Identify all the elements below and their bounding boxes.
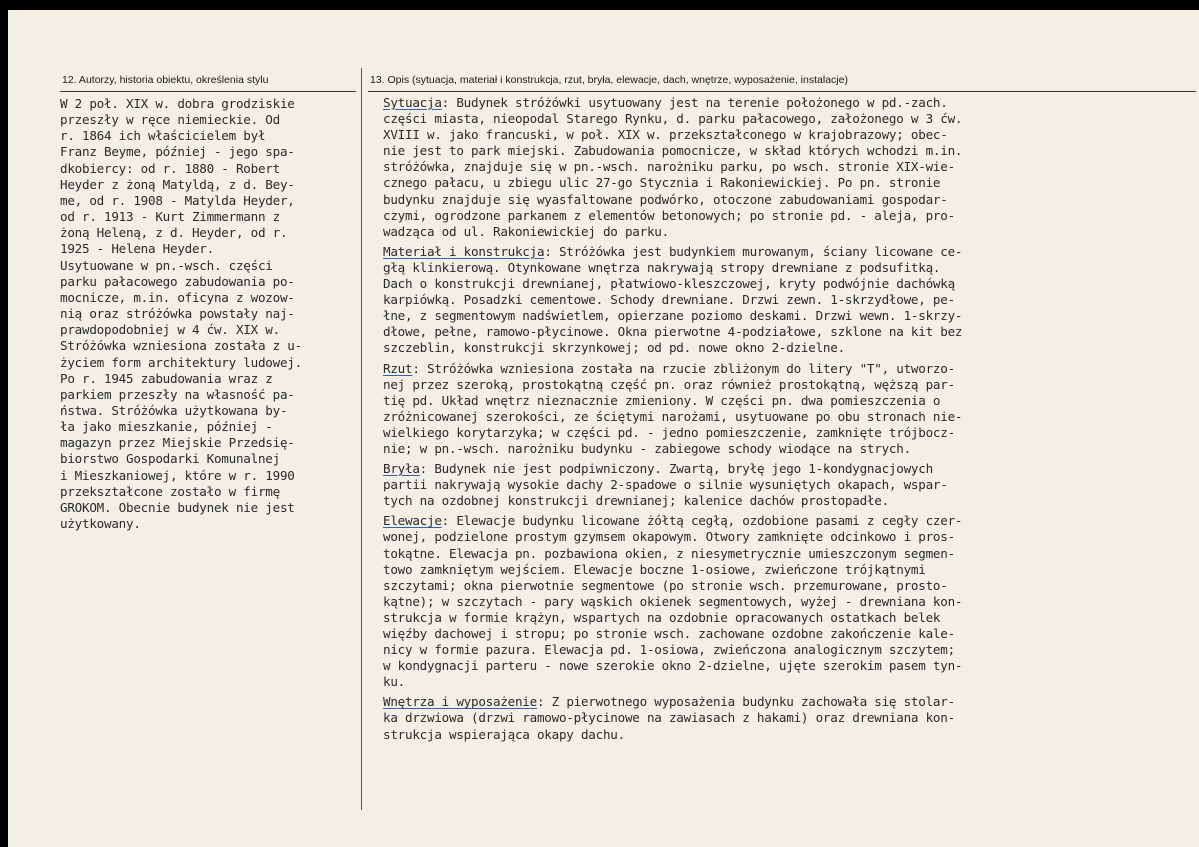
history-line: przeszły w ręce niemieckie. Od	[60, 112, 280, 128]
section-heading: Materiał i konstrukcja	[383, 243, 545, 259]
history-line: W 2 poł. XIX w. dobra grodziskie	[60, 96, 295, 111]
description-section	[383, 513, 962, 690]
history-line: biorstwo Gospodarki Komunalnej	[60, 451, 280, 467]
section-text: : Budynek stróżówki usytuowany jest na terenie położonego w pd.-zach.	[441, 95, 948, 110]
history-text	[60, 96, 302, 532]
history-line: mocnicze, m.in. oficyna z wozow-	[60, 289, 295, 305]
description-line: nie; w pn.-wsch. narożniku budynku - zabiegowe schody wiodące na strych.	[383, 440, 911, 456]
section-heading: Wnętrza i wyposażenie	[383, 694, 537, 710]
description-line: ku.	[383, 674, 405, 690]
description-line: tych na ozdobnej konstrukcji drewnianej; kalenice dachów prostopadłe.	[383, 493, 889, 509]
column-divider	[361, 68, 362, 810]
description-line: ka drzwiowa (drzwi ramowo-płycinowe na zawiasach z hakami) oraz drewniana kon-	[383, 710, 955, 726]
history-line: parku pałacowego zabudowania po-	[60, 273, 295, 289]
description-line: XVIII w. jako francuski, w poł. XIX w. przekształconego w krajobrazowy; obec-	[383, 127, 948, 143]
history-line: Franz Beyme, później - jego spa-	[60, 144, 295, 160]
section-heading: Rzut	[383, 360, 413, 376]
description-line: kątne); w szczytach - pary wąskich okienek segmentowych, wyżej - drewniana kon-	[383, 593, 963, 609]
history-line: Usytuowane w pn.-wsch. części	[60, 257, 273, 273]
history-line: Heyder z żoną Matyldą, z d. Bey-	[60, 176, 295, 192]
description-line: wielkiego korytarzyka; w części pd. - jedno pomieszczenie, zamknięte trójbocz-	[383, 424, 955, 440]
history-line: me, od r. 1908 - Matylda Heyder,	[60, 192, 295, 208]
description-line: wonej, podzielone prostym gzymsem okapowym. Otwory zamknięte odcinkowo i pros-	[383, 529, 955, 545]
history-line: i Mieszkaniowej, które w r. 1990	[60, 467, 295, 483]
history-line: nią oraz stróżówka powstały naj-	[60, 306, 295, 322]
description-line: zróżnicowanej szerokości, ze ściętymi narożami, usytuowane po obu stronach nie-	[383, 408, 963, 424]
inventory-card	[8, 10, 1199, 847]
history-line: Po r. 1945 zabudowania wraz z	[60, 370, 273, 386]
history-line: magazyn przez Miejskie Przedsię-	[60, 435, 295, 451]
section-text: : Stróżówka jest budynkiem murowanym, ściany licowane ce-	[544, 243, 963, 259]
description-line: stróżówka, znajduje się w pn.-wsch. narożniku parku, po wsch. stronie XIX-wie-	[383, 159, 955, 175]
history-line: dkobiercy: od r. 1880 - Robert	[60, 160, 280, 176]
description-line: cznego pałacu, u zbiegu ulic 27-go Stycznia i Rakoniewickiej. Po pn. stronie	[383, 175, 941, 191]
description-section	[383, 244, 962, 357]
history-line: parkiem przeszły na własność pa-	[60, 386, 295, 402]
history-line: ństwa. Stróżówka użytkowana by-	[60, 402, 288, 418]
section-text: : Z pierwotnego wyposażenia budynku zachowała się stolar-	[536, 694, 955, 710]
history-line: użytkowany.	[60, 516, 141, 532]
description-text	[383, 95, 962, 743]
description-line	[383, 513, 962, 529]
description-line: tię pd. Układ wnętrz nieznacznie zmieniony. W części pn. dwa pomieszczenia o	[383, 392, 941, 408]
right-column-header: 13. Opis (sytuacja, materiał i konstrukcja, rzut, bryła, elewacje, dach, wnętrze, wyposażenie, instalacje)	[370, 74, 848, 86]
section-text: : Budynek nie jest podpiwniczony. Zwartą, bryłę jego 1-kondygnacjowych	[419, 461, 933, 477]
description-line: wadząca od ul. Rakoniewickiej do parku.	[383, 223, 669, 239]
description-line	[383, 361, 962, 377]
description-line: towo zamkniętym wejściem. Elewacje boczne 1-osiowe, zwieńczone trójkątnymi	[383, 561, 926, 577]
history-line: od r. 1913 - Kurt Zimmermann z	[60, 209, 280, 225]
history-line: życiem form architektury ludowej.	[60, 354, 302, 370]
description-line: strukcja w formie krążyn, wspartych na ozdobnie opracowanych ostatkach belek	[383, 609, 941, 625]
description-line	[383, 95, 962, 111]
left-header-rule	[60, 91, 356, 92]
description-line: szczytami; okna pierwotnie segmentowe (po stronie wsch. przemurowane, prosto-	[383, 577, 948, 593]
description-line	[383, 244, 962, 260]
description-line: nej przez szeroką, prostokątną część pn. oraz również prostokątną, węższą par-	[383, 376, 955, 392]
description-line	[383, 694, 962, 710]
description-line: dłowe, pełne, ramowo-płycinowe. Okna pierwotne 4-podziałowe, szklone na kit bez	[383, 324, 963, 340]
section-heading: Bryła	[383, 461, 420, 477]
description-line: czymi, ogrodzone parkanem z elementów betonowych; po stronie pd. - aleja, pro-	[383, 207, 955, 223]
description-line: strukcja wspierająca okapy dachu.	[383, 726, 625, 742]
section-text: : Elewacje budynku licowane żółtą cegłą, ozdobione pasami z cegły czer-	[441, 513, 963, 529]
description-line: części miasta, nieopodal Starego Rynku, d. parku pałacowego, założonego w 3 ćw.	[383, 111, 963, 127]
section-text: : Stróżówka wzniesiona została na rzucie zbliżonym do litery "T", utworzo-	[412, 360, 955, 376]
history-line: GROKOM. Obecnie budynek nie jest	[60, 499, 295, 515]
history-line: przekształcone zostało w firmę	[60, 483, 280, 499]
description-line: partii nakrywają wysokie dachy 2-spadowe o silnie wysuniętych okapach, wspar-	[383, 477, 948, 493]
history-line: r. 1864 ich właścicielem był	[60, 128, 266, 144]
right-header-rule	[368, 91, 1196, 92]
description-line: tokątne. Elewacja pn. pozbawiona okien, z niesymetrycznie umieszczonym segmen-	[383, 545, 955, 561]
history-line: ła jako mieszkanie, później -	[60, 419, 273, 435]
left-column-header: 12. Autorzy, historia obiektu, określenia stylu	[62, 74, 269, 86]
description-line: więźby dachowej i stropu; po stronie wsch. zachowane ozdobne zakończenie kale-	[383, 626, 955, 641]
history-line: Stróżówka wzniesiona została z u-	[60, 338, 302, 354]
description-line: nie jest to park miejski. Zabudowania pomocnicze, w skład których wchodzi m.in.	[383, 143, 963, 159]
description-line: Dach o konstrukcji drewnianej, płatwiowo-kleszczowej, kryty podwójnie dachówką	[383, 276, 955, 292]
description-section	[383, 95, 962, 240]
section-heading: Sytuacja	[383, 95, 442, 110]
description-line: nicy w formie pazura. Elewacja pd. 1-osiowa, zwieńczona analogicznym szczytem;	[383, 642, 955, 658]
description-line: głą klinkierową. Otynkowane wnętrza nakrywają stropy drewniane z podsufitką.	[383, 259, 941, 275]
history-line: 1925 - Helena Heyder.	[60, 241, 214, 257]
description-line: w kondygnacji parteru - nowe szerokie okno 2-dzielne, ujęte szerokim pasem tyn-	[383, 658, 963, 674]
description-section	[383, 694, 962, 742]
description-section	[383, 461, 962, 509]
description-line: karpiówką. Posadzki cementowe. Schody drewniane. Drzwi zewn. 1-skrzydłowe, pe-	[383, 292, 955, 308]
description-section	[383, 361, 962, 458]
history-line: żoną Heleną, z d. Heyder, od r.	[60, 225, 288, 241]
description-line	[383, 461, 962, 477]
description-line: łne, z segmentowym nadświetlem, opierzane poziomo deskami. Drzwi wewn. 1-skrzy-	[383, 308, 963, 324]
description-line: szczeblin, konstrukcji skrzynkowej; od pd. nowe okno 2-dzielne.	[383, 340, 845, 356]
section-heading: Elewacje	[383, 513, 442, 529]
history-line: prawdopodobniej w 4 ćw. XIX w.	[60, 322, 280, 338]
description-line: budynku znajduje się wyasfaltowane podwórko, otoczone zabudowaniami gospodar-	[383, 191, 948, 207]
